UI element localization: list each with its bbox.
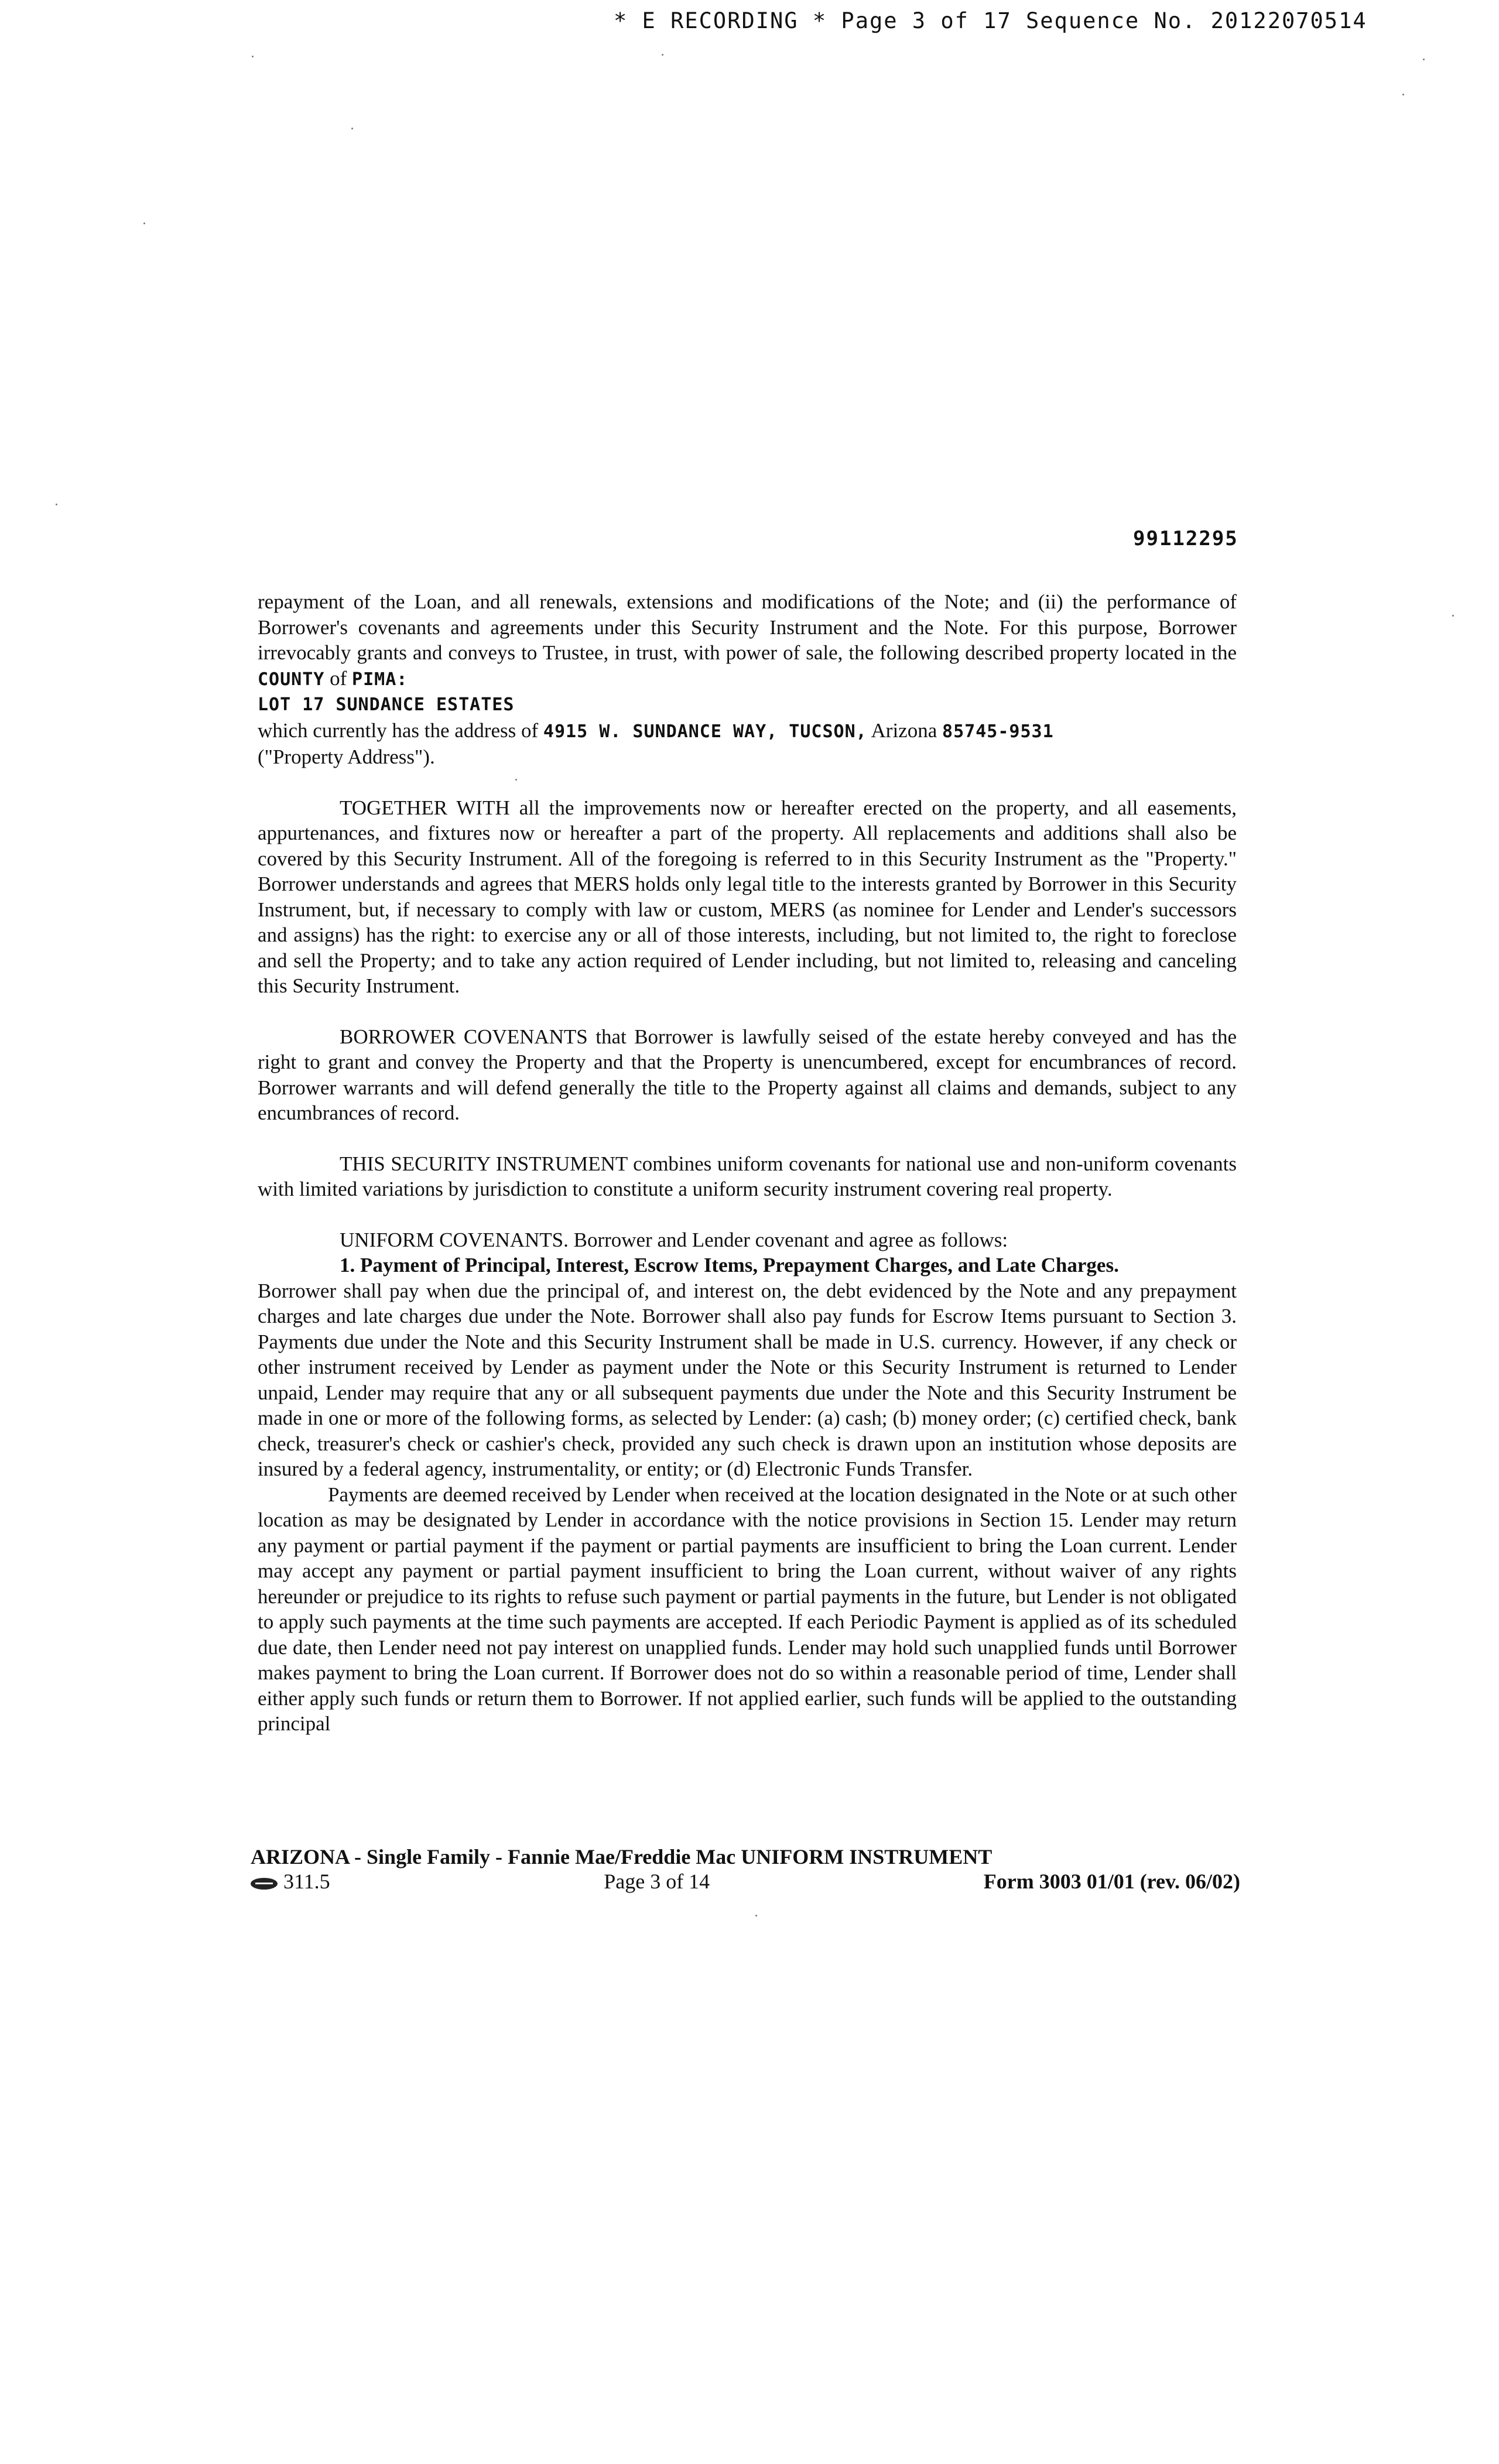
together-with-paragraph: TOGETHER WITH all the improvements now or hereafter erected on the property, and all easements, appurtenances, and fixtures now or hereafter a part of the property. All replacements and additions shall also be covered by this Security Instrument. All of the foregoing is referred to in this Security Instrument as the "Property." Borrower understands and agrees that MERS holds only legal title to the interests granted by Borrower in this Security Instrument, but, if necessary to comply with law or custom, MERS (as nominee for Lender and Lender's successors and assigns) has the right: to exercise any or all of those interests, including, but not limited to, the right to foreclose and sell the Property; and to take any action required of Lender including, but not limited to, releasing and canceling this Security Instrument. [258,796,1237,997]
form-title: ARIZONA - Single Family - Fannie Mae/Freddie Mac UNIFORM INSTRUMENT [251,1845,993,1868]
property-intro-text: repayment of the Loan, and all renewals, extensions and modifications of the Note; and (ii) the performance of Borrower's covenants and agreements under this Security Instrument and the Note. For this purpose, Borrower irrevocably grants and conveys to Trustee, in trust, with power of sale, the following described property located in the [258,590,1237,664]
property-paragraph [258,589,1237,692]
payments-deemed-paragraph: Payments are deemed received by Lender when received at the location designated in the Note or at such other location as may be designated by Lender in accordance with the notice provisions in Section 15. Lender may return any payment or partial payment if the payment or partial payments are insufficient to bring the Loan current. Lender may accept any payment or partial payment insufficient to bring the Loan current, without waiver of any rights hereunder or prejudice to its rights to refuse such payment or partial payments in the future, but Lender is not obligated to apply such payments at the time such payments are accepted. If each Periodic Payment is applied as of its scheduled due date, then Lender need not pay interest on unapplied funds. Lender may hold such unapplied funds until Borrower makes payment to bring the Loan current. If Borrower does not do so within a reasonable period of time, Lender shall either apply such funds or return them to Borrower. If not applied earlier, such funds will be applied to the outstanding principal [258,1483,1237,1735]
form-footer [251,1844,1240,1894]
form-logo-icon [251,1878,278,1890]
security-instrument-paragraph: THIS SECURITY INSTRUMENT combines uniform covenants for national use and non-uniform covenants with limited variations by jurisdiction to constitute a uniform security instrument covering real property. [258,1152,1237,1200]
county-label: COUNTY [258,669,325,690]
address-line [258,718,1237,745]
borrower-covenants-paragraph: BORROWER COVENANTS that Borrower is lawfully seised of the estate hereby conveyed and has the right to grant and convey the Property and that the Property is unencumbered, except for encumbrances of record. Borrower warrants and will defend generally the title to the Property against all claims and demands, subject to any encumbrances of record. [258,1025,1237,1124]
property-address-label: ("Property Address"). [258,745,435,768]
of-word: of [330,666,347,690]
county-name: PIMA: [352,669,408,690]
address-state: Arizona [871,718,937,742]
page-indicator: Page 3 of 14 [604,1870,710,1893]
document-number: 99112295 [1133,527,1238,550]
uniform-covenants-heading: UNIFORM COVENANTS. Borrower and Lender covenant and agree as follows: [340,1228,1008,1251]
address-street: 4915 W. SUNDANCE WAY, TUCSON, [543,721,867,742]
section-1-title: 1. Payment of Principal, Interest, Escrow Items, Prepayment Charges, and Late Charges. [340,1254,1119,1277]
legal-description: LOT 17 SUNDANCE ESTATES [258,694,515,715]
address-lead: which currently has the address of [258,718,539,742]
recording-header: * E RECORDING * Page 3 of 17 Sequence No. 20122070514 [614,8,1367,33]
form-code [251,1869,330,1894]
document-body [258,589,1237,1737]
form-code-number: 311.5 [283,1870,330,1893]
address-zip: 85745-9531 [942,721,1054,742]
section-1-text: Borrower shall pay when due the principal of, and interest on, the debt evidenced by the Note and any prepayment charges and late charges due under the Note. Borrower shall also pay funds for Escrow Items pursuant to Section 3. Payments due under the Note and this Security Instrument shall be made in U.S. currency. However, if any check or other instrument received by Lender as payment under the Note or this Security Instrument is returned to Lender unpaid, Lender may require that any or all subsequent payments due under the Note and this Security Instrument be made in one or more of the following forms, as selected by Lender: (a) cash; (b) money order; (c) certified check, bank check, treasurer's check or cashier's check, provided any such check is drawn upon an institution whose deposits are insured by a federal agency, instrumentality, or entity; or (d) Electronic Funds Transfer. [258,1279,1237,1480]
form-number: Form 3003 01/01 (rev. 06/02) [983,1870,1240,1893]
